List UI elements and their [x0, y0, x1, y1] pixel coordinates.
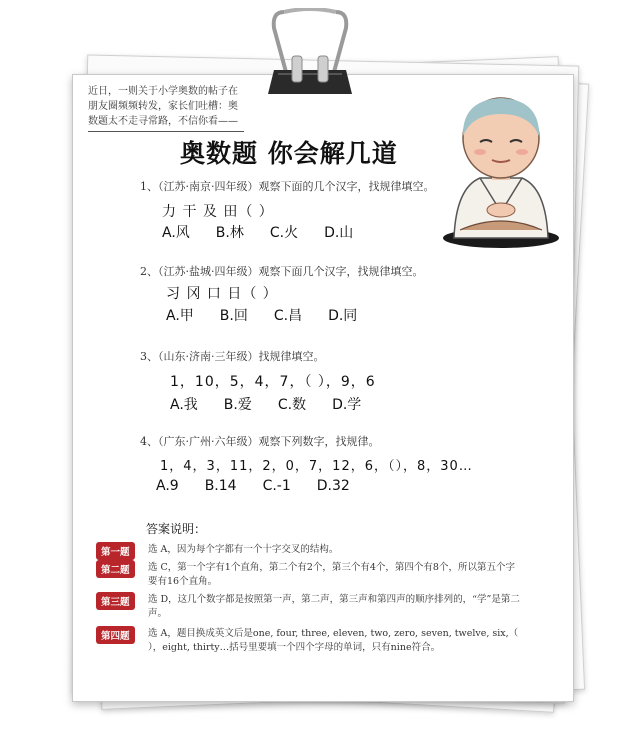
- option[interactable]: C.数: [277, 397, 307, 413]
- answer-text: 选 C，第一个字有1个直角，第二个有2个，第三个有4个，第四个有8个，所以第五个字要有16个直角。: [148, 562, 515, 587]
- option[interactable]: A.9: [156, 478, 179, 494]
- answers-title: 答案说明：: [146, 522, 207, 536]
- question-2-options: [166, 305, 383, 325]
- option[interactable]: D.学: [332, 397, 362, 413]
- question-1-content: 力 干 及 田（ ）: [162, 204, 274, 220]
- binder-clip-icon: [262, 8, 358, 100]
- question-2-content: 习 冈 口 日（ ）: [166, 286, 278, 302]
- question-4-options: [156, 478, 376, 494]
- question-3-options: [170, 394, 387, 414]
- option[interactable]: A.我: [170, 397, 198, 413]
- question-3-stem: 3、（山东·济南·三年级）找规律填空。: [140, 350, 325, 363]
- intro-text: 近日，一则关于小学奥数的帖子在朋友圈频频转发，家长们吐槽：奥数题太不走寻常路，不信你看——: [88, 84, 244, 132]
- option[interactable]: C.昌: [273, 308, 303, 324]
- option[interactable]: B.爱: [223, 397, 252, 413]
- answer-3: [96, 592, 526, 622]
- answer-2: [96, 560, 526, 590]
- option[interactable]: A.风: [162, 225, 190, 241]
- answer-badge: 第四题: [96, 626, 135, 644]
- question-3-content: 1，10，5，4，7，（ ），9，6: [170, 374, 376, 390]
- question-2-stem: 2、（江苏·盐城·四年级）观察下面几个汉字，找规律填空。: [140, 265, 424, 278]
- option[interactable]: D.山: [324, 225, 354, 241]
- option[interactable]: B.14: [204, 478, 237, 494]
- answer-1: [96, 542, 526, 558]
- option[interactable]: C.-1: [262, 478, 291, 494]
- monk-illustration: [440, 92, 562, 248]
- answer-badge: 第三题: [96, 592, 135, 610]
- answer-badge: 第一题: [96, 542, 135, 560]
- option[interactable]: C.火: [269, 225, 299, 241]
- option[interactable]: A.甲: [166, 308, 194, 324]
- answer-badge: 第二题: [96, 560, 135, 578]
- option[interactable]: B.林: [215, 225, 244, 241]
- answer-text: 选 A，题目换成英文后是one, four, three, eleven, two, zero, seven, twelve, six,（ ），eight, thirty…括号里要填一个四个字母的单词，只有nine符合。: [148, 628, 519, 653]
- answer-text: 选 D，这几个数字都是按照第一声，第二声，第三声和第四声的顺序排列的，“学”是第二声。: [148, 594, 520, 619]
- question-1-options: [162, 222, 379, 242]
- option[interactable]: D.32: [316, 478, 350, 494]
- question-4-stem: 4、（广东·广州·六年级）观察下列数字，找规律。: [140, 435, 380, 448]
- option[interactable]: D.同: [328, 308, 358, 324]
- question-4-content: 1，4，3，11，2，0，7，12，6，（），8，30…: [160, 459, 473, 474]
- option[interactable]: B.回: [219, 308, 248, 324]
- question-1-stem: 1、（江苏·南京·四年级）观察下面的几个汉字，找规律填空。: [140, 180, 435, 193]
- answer-4: [96, 626, 526, 670]
- page-title: 奥数题 你会解几道: [180, 139, 398, 168]
- answer-text: 选 A，因为每个字都有一个十字交叉的结构。: [148, 544, 339, 555]
